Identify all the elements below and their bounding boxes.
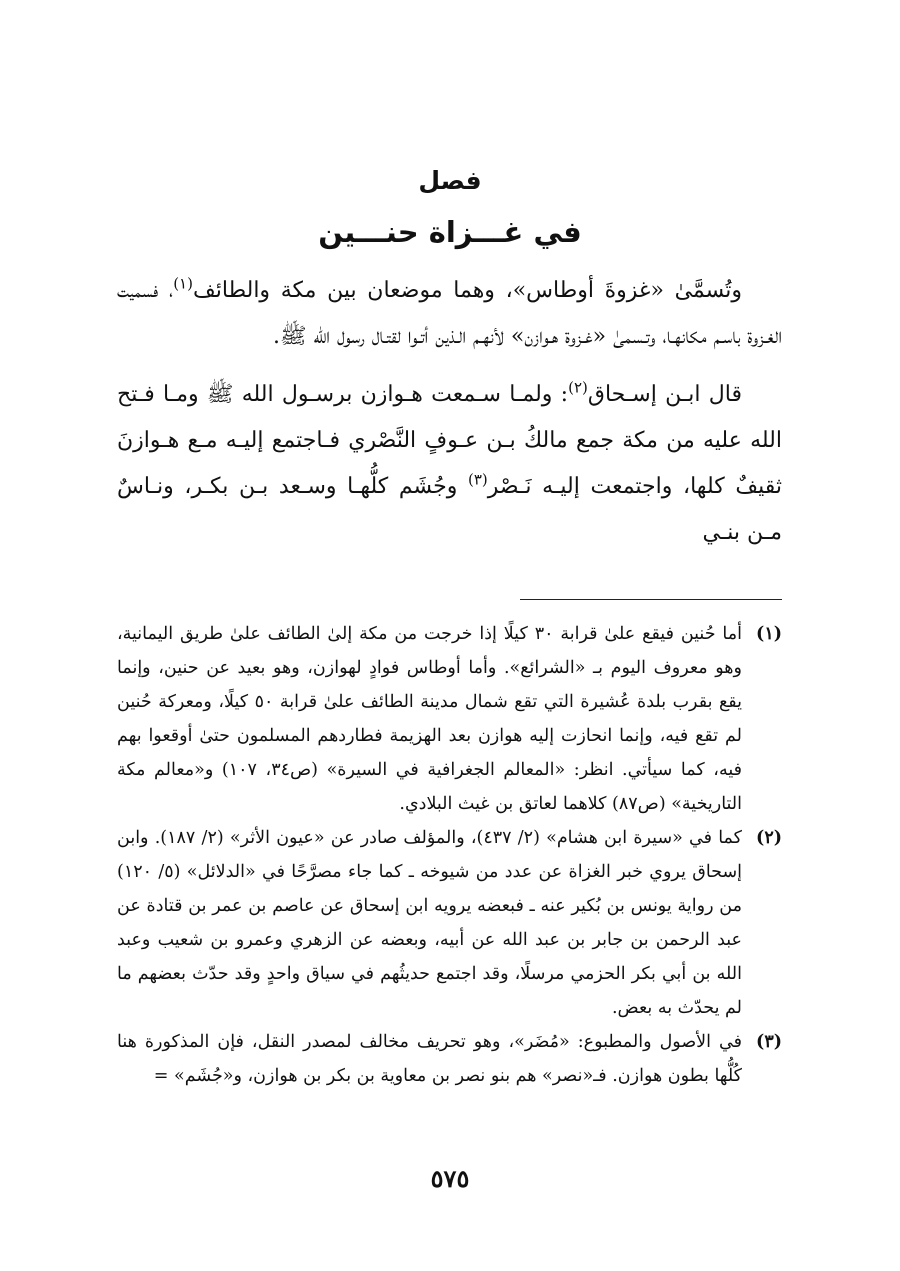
paragraph-2-text-a: قال ابـن إسـحاق — [587, 382, 742, 407]
footnote-number: (١) — [756, 624, 782, 644]
footnote-ref-1[interactable]: (١) — [173, 274, 193, 293]
footnote-3 — [117, 1025, 782, 1093]
chapter-title: في غـــزاة حنـــين — [318, 215, 582, 249]
paragraph-2-text-b: : ولمـا سـمعت هـوازن برسـول الله ﷺ ومـا فـتح الله عليه من مكة جمع مالكُ بـن عـوفٍ النَّصْري فـاجتمع إليـه مـع هـوازنَ ثقيفٌ كلها، واجتمعت إليـه نَـصْر — [117, 382, 782, 499]
page-number: ٥٧٥ — [430, 1164, 470, 1193]
footnote-number: (٣) — [756, 1032, 782, 1052]
paragraph-1-text-a: وتُسمَّىٰ «غزوةَ أوطاس»، وهما موضعان بين مكة والطائف — [192, 278, 742, 303]
main-text — [117, 268, 782, 568]
footnote-number: (٢) — [756, 828, 782, 848]
footnote-text: كما في «سيرة ابن هشام» (٢/ ٤٣٧)، والمؤلف صادر عن «عيون الأثر» (٢/ ١٨٧). وابن إسحاق يروي خبر الغزاة عن عدد من شيوخه ـ كما جاء مصرَّحًا في «الدلائل» (٥/ ١٢٠) من رواية يونس بن بُكير عنه ـ فبعضه يرويه ابن إسحاق عن عاصم بن عمر بن قتادة عن عبد الرحمن بن جابر بن عبد الله عن أبيه، وبعضه عن الزهري وعمرو بن شعيب وعبد الله بن أبي بكر الحزمي مرسلًا، وقد اجتمع حديثُهم في سياق واحدٍ وقد حدّث بعضهم ما لم يحدّث به بعض. — [117, 828, 742, 1018]
paragraph-2-text-c: وجُشَم كلُّهـا وسـعد بـن بكـر، ونـاسٌ مـن بنـي — [117, 474, 782, 545]
paragraph-1-text-b: ، فسميت الغـزوة باسـم مكانهـا، وتـسمىٰ «غـزوة هـوازن» لأنهـم الـذين أتـوا لقتـال رسول الله ﷺ. — [117, 278, 782, 349]
footnote-2 — [117, 821, 782, 1025]
footnote-ref-2[interactable]: (٢) — [568, 378, 588, 397]
footnote-ref-3[interactable]: (٣) — [467, 470, 488, 489]
paragraph-1 — [117, 268, 782, 360]
footnotes — [117, 617, 782, 1093]
footnote-text: في الأصول والمطبوع: «مُضَر»، وهو تحريف مخالف لمصدر النقل، فإن المذكورة هنا كُلُّها بطون هوازن. فـ«نصر» هم بنو نصر بن معاوية بن بكر بن هوازن، و«جُشَم» = — [117, 1032, 742, 1086]
chapter-label: فصل — [418, 166, 482, 195]
footnote-separator — [520, 599, 782, 600]
paragraph-2 — [117, 372, 782, 556]
footnote-1 — [117, 617, 782, 821]
footnote-text: أما حُنين فيقع علىٰ قرابة ٣٠ كيلًا إذا خرجت من مكة إلىٰ الطائف علىٰ طريق اليمانية، وهو معروف اليوم بـ «الشرائع». وأما أوطاس فوادٍ لهوازن، وهو بعيد عن حنين، وإنما يقع بقرب بلدة عُشيرة التي تقع شمال مدينة الطائف علىٰ قرابة ٥٠ كيلًا، ومعركة حُنين لم تقع فيه، وإنما انحازت إليه هوازن بعد الهزيمة فطاردهم المسلمون حتىٰ أوقعوا بهم فيه، كما سيأتي. انظر: «المعالم الجغرافية في السيرة» (ص٣٤، ١٠٧) و«معالم مكة التاريخية» (ص٨٧) كلاهما لعاتق بن غيث البلادي. — [117, 624, 742, 814]
